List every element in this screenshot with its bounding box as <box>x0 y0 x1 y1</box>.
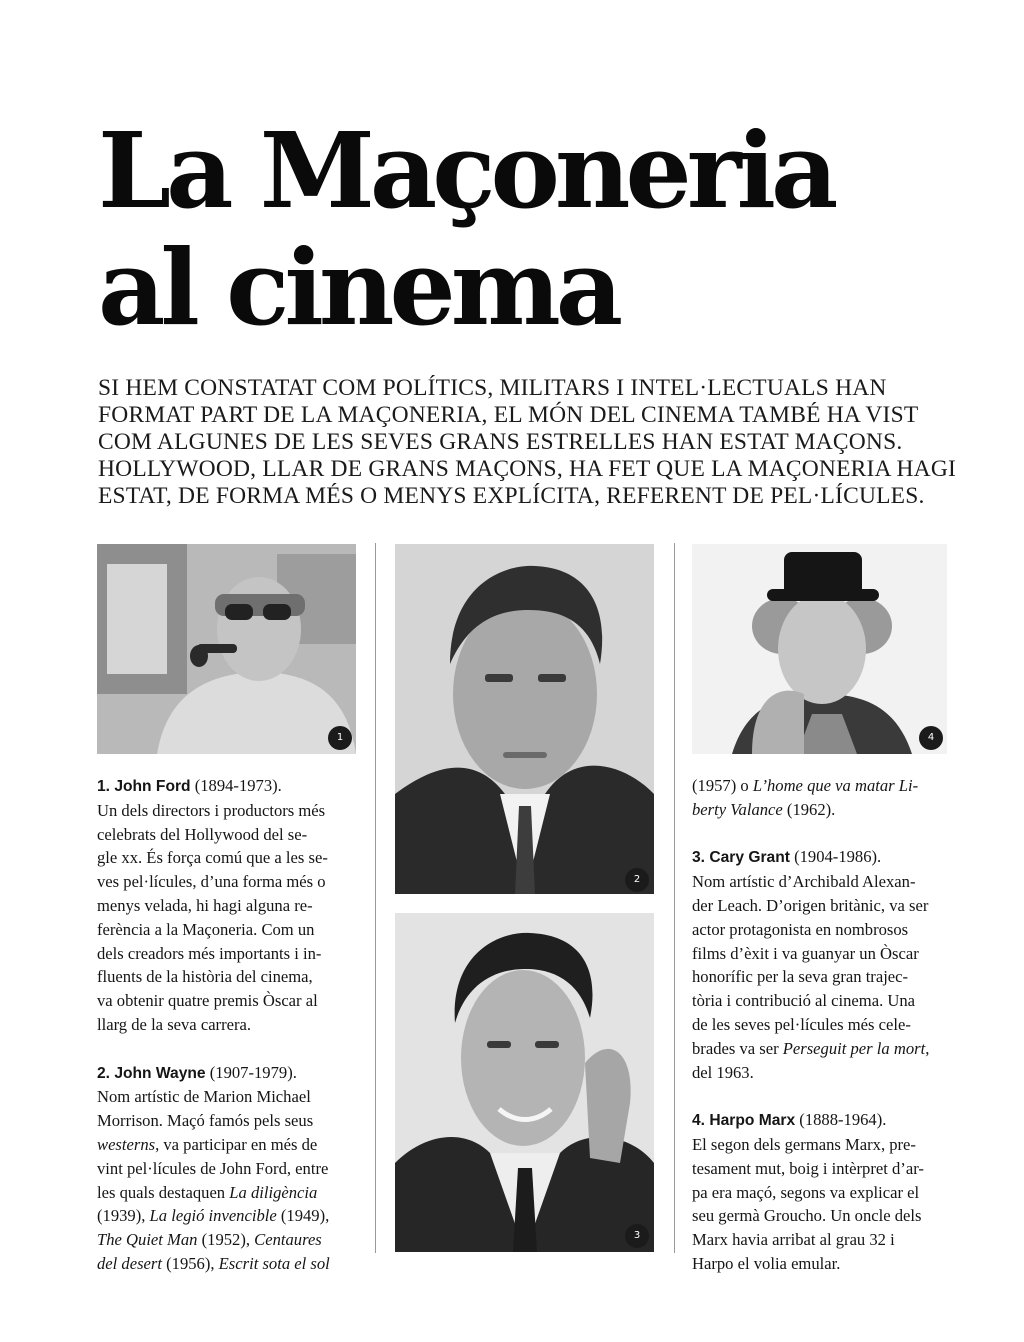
text-line: dels creadors més importants i in- <box>97 943 322 963</box>
entry-dates: (1888-1964). <box>799 1110 887 1130</box>
photo-john-wayne <box>395 544 654 894</box>
photo-number-badge: 1 <box>330 728 350 748</box>
text-line <box>97 1204 367 1228</box>
italic-title: La diligència <box>229 1182 318 1202</box>
text-line: tòria i contribució al cinema. Una <box>692 991 916 1011</box>
text-line: menys velada, hi hagi alguna re- <box>97 895 313 915</box>
photo-number-badge: 2 <box>627 870 647 890</box>
text-run: , <box>925 1038 930 1058</box>
text-line: Nom artístic de Marion Michael <box>97 1087 311 1107</box>
entry-name: 1. John Ford <box>97 778 191 795</box>
italic-title: berty Valance <box>692 799 783 819</box>
text-line <box>97 1133 367 1157</box>
text-line: gle xx. És força comú que a les se- <box>97 848 328 868</box>
text-line: actor protagonista en nombrosos <box>692 919 909 939</box>
text-line: va obtenir quatre premis Òscar al <box>97 991 318 1011</box>
text-line <box>97 1181 367 1205</box>
title-line-2: al cinema <box>98 226 619 349</box>
photo-harpo-marx <box>692 544 947 754</box>
text-run: les quals destaquen <box>97 1182 230 1202</box>
text-line: Nom artístic d’Archibald Alexan- <box>692 872 916 892</box>
entry-heading-line <box>97 1061 367 1086</box>
entry-name: 3. Cary Grant <box>692 849 790 867</box>
text-line: fluents de la història del cinema, <box>97 967 313 987</box>
intro-line: HOLLYWOOD, LLAR DE GRANS MAÇONS, HA FET QUE LA MAÇONERIA HAGI <box>98 456 957 482</box>
text-column-3 <box>692 774 962 1276</box>
portrait-cary-grant <box>395 913 654 1252</box>
entry-heading-line <box>692 845 962 870</box>
text-line: vint pel·lícules de John Ford, entre <box>97 1158 329 1178</box>
text-run: brades va ser <box>692 1038 783 1058</box>
text-line <box>692 1037 962 1061</box>
text-run: , va participar en més de <box>155 1134 318 1154</box>
text-line: tesament mut, boig i intèrpret d’ar- <box>692 1158 924 1178</box>
column-divider <box>375 543 376 1253</box>
text-line: pa era maçó, segons va explicar el <box>692 1182 920 1202</box>
intro-line: ESTAT, DE FORMA MÉS O MENYS EXPLÍCITA, REFERENT DE PEL·LÍCULES. <box>98 483 925 509</box>
italic-title: westerns <box>97 1134 156 1154</box>
text-line: ves pel·lícules, d’una forma més o <box>97 872 326 892</box>
entry-john-wayne <box>97 1061 367 1276</box>
text-line: Un dels directors i productors més <box>97 800 326 820</box>
italic-title: Centaures <box>254 1230 322 1250</box>
italic-title: Perseguit per la mort <box>782 1038 926 1058</box>
intro-paragraph <box>98 375 957 510</box>
column-divider <box>674 543 675 1253</box>
italic-title: del desert <box>97 1253 162 1273</box>
text-line: Harpo el volia emular. <box>692 1253 841 1273</box>
text-line: seu germà Groucho. Un oncle dels <box>692 1206 922 1226</box>
photo-cary-grant <box>395 913 654 1252</box>
text-line: del 1963. <box>692 1062 754 1082</box>
text-run: (1957) o <box>692 776 753 795</box>
text-line: El segon dels germans Marx, pre- <box>692 1134 916 1154</box>
italic-title: La legió invencible <box>149 1206 277 1226</box>
entry-john-ford <box>97 774 367 1037</box>
italic-title: Escrit sota el sol <box>218 1253 330 1273</box>
text-run: (1952), <box>197 1230 255 1250</box>
entry-harpo-marx <box>692 1108 962 1276</box>
text-line: ferència a la Maçoneria. Com un <box>97 919 315 939</box>
entry-heading-line <box>97 774 367 799</box>
italic-title: The Quiet Man <box>97 1230 198 1250</box>
intro-line: SI HEM CONSTATAT COM POLÍTICS, MILITARS I INTEL·LECTUALS HAN <box>98 375 887 401</box>
page-title <box>98 109 978 349</box>
entry-dates: (1904-1986). <box>794 847 882 867</box>
text-run: (1962). <box>782 799 836 819</box>
entry-name: 4. Harpo Marx <box>692 1112 796 1130</box>
intro-line: COM ALGUNES DE LES SEVES GRANS ESTRELLES HAN ESTAT MAÇONS. <box>98 429 903 455</box>
text-line: der Leach. D’origen britànic, va ser <box>692 895 929 915</box>
text-line: honorífic per la seva gran trajec- <box>692 967 909 987</box>
entry-dates: (1907-1979). <box>209 1062 297 1082</box>
text-line <box>692 774 962 798</box>
intro-line: FORMAT PART DE LA MAÇONERIA, EL MÓN DEL CINEMA TAMBÉ HA VIST <box>98 402 919 428</box>
text-run: (1939), <box>97 1206 150 1226</box>
text-line: celebrats del Hollywood del se- <box>97 824 308 844</box>
photo-number-badge: 3 <box>627 1226 647 1246</box>
text-line <box>97 1252 367 1276</box>
portrait-john-wayne <box>395 544 654 894</box>
entry-dates: (1894-1973). <box>194 776 282 795</box>
photo-john-ford <box>97 544 356 754</box>
photo-number-badge: 4 <box>921 728 941 748</box>
entry-heading-line <box>692 1108 962 1133</box>
text-line <box>692 798 962 822</box>
text-line: de les seves pel·lícules més cele- <box>692 1014 911 1034</box>
title-line-1: La Maçoneria <box>98 109 834 232</box>
portrait-john-ford <box>97 544 356 754</box>
entry-name: 2. John Wayne <box>97 1064 206 1082</box>
text-line: films d’èxit i va guanyar un Òscar <box>692 943 919 963</box>
text-run: (1949), <box>276 1206 330 1226</box>
italic-title: L’home que va matar Li- <box>752 776 919 795</box>
entry-john-wayne-continued <box>692 774 962 822</box>
text-line: llarg de la seva carrera. <box>97 1014 252 1034</box>
text-column-1 <box>97 774 367 1276</box>
text-line <box>97 1228 367 1252</box>
entry-cary-grant <box>692 845 962 1084</box>
text-run: (1956), <box>161 1253 219 1273</box>
text-line: Morrison. Maçó famós pels seus <box>97 1111 314 1131</box>
portrait-harpo-marx <box>692 544 947 754</box>
text-line: Marx havia arribat al grau 32 i <box>692 1230 895 1250</box>
